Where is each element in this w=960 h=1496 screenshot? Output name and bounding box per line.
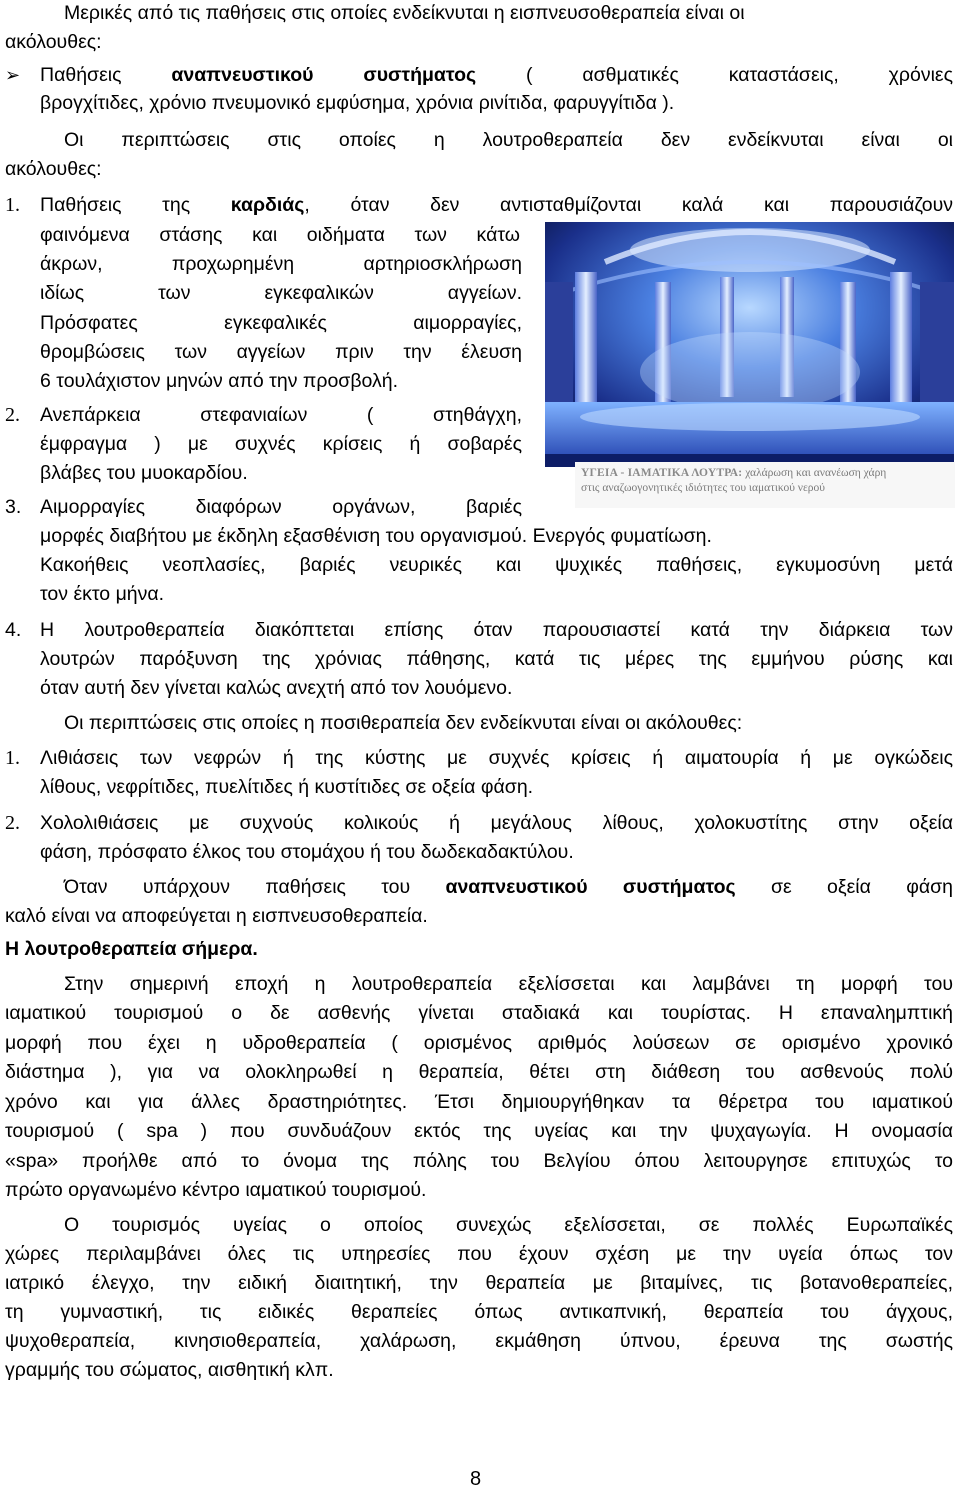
paragraph-line: ιαματικού τουρισμού ο δε ασθενής γίνεται σταδιακά και τουρίστας. Η επαναλημπτική	[5, 1002, 953, 1024]
text: ( ασθματικές καταστάσεις, χρόνιες	[476, 64, 954, 86]
list-number: 2.	[5, 404, 20, 426]
page-number: 8	[470, 1468, 482, 1490]
text: Παθήσεις	[40, 64, 172, 86]
list-number: 1.	[5, 194, 20, 216]
paragraph-line: «spa» προήλθε από το όνομα της πόλης του Βελγίου όπου λειτουργησε επιτυχώς το	[5, 1150, 953, 1172]
paragraph-line: τη γυμναστική, τις ειδικές θεραπείες όπως αντικαπνική, θεραπεία του άγχους,	[5, 1301, 953, 1323]
paragraph-line: Χολολιθιάσεις με συχνούς κολικούς ή μεγάλους λίθους, χολοκυστίτης στην οξεία	[40, 812, 953, 834]
paragraph-line: διάστημα ), για να ολοκληρωθεί η θεραπεία, θέτει στη διάθεση του ασθενούς πολύ	[5, 1061, 953, 1083]
paragraph-line: Η λουτροθεραπεία διακόπτεται επίσης όταν παρουσιαστεί κατά την διάρκεια των	[40, 619, 953, 641]
text: Όταν υπάρχουν παθήσεις του	[64, 876, 446, 898]
bullet-icon: ➢	[5, 65, 21, 85]
paragraph-line: Ο τουρισμός υγείας ο οποίος συνεχώς εξελίσσεται, σε πολλές Ευρωπαϊκές	[64, 1214, 953, 1236]
paragraph-line: ιατρικό έλεγχο, την ειδική διαιτητική, την θεραπεία με βιταμίνες, τις βοτανοθεραπείες,	[5, 1272, 953, 1294]
text: σε οξεία φάση	[735, 876, 954, 898]
paragraph-line	[64, 875, 953, 899]
paragraph-line: ιδίως των εγκεφαλικών αγγείων.	[40, 282, 522, 304]
paragraph-line	[40, 63, 953, 87]
paragraph-line: λουτρών παρόξυνση της χρόνιας πάθησης, κατά τις μέρες της εμμήνου ρύσης και	[40, 648, 953, 670]
paragraph-line	[40, 193, 953, 217]
paragraph-line: Αιμορραγίες διαφόρων οργάνων, βαριές	[40, 496, 522, 518]
paragraph-line: χρόνο και για άλλες δραστηριότητες. Έτσι δημιουργήθηκαν τα θέρετρα του ιαματικού	[5, 1091, 953, 1113]
paragraph-line: θρομβώσεις των αγγείων πριν την έλευση	[40, 341, 522, 363]
spa-photo	[545, 222, 954, 467]
text: , όταν δεν αντισταθμίζονται καλά και παρουσιάζουν	[304, 194, 953, 216]
caption-title: ΥΓΕΙΑ - ΙΑΜΑΤΙΚΑ ΛΟΥΤΡΑ:	[581, 467, 743, 479]
list-number: 2.	[5, 812, 20, 834]
section-heading: Η λουτροθεραπεία σήμερα.	[5, 938, 258, 960]
caption-text: στις αναζωογονητικές ιδιότητες του ιαματικού νερού	[581, 482, 825, 494]
paragraph-line: τουρισμού ( spa ) που συνδυάζουν εκτός της υγείας και την ψυχαγωγία. Η ονομασία	[5, 1120, 953, 1142]
paragraph-line: λίθους, νεφρίτιδες, πυελίτιδες ή κυστίτιδες σε οξεία φάση.	[40, 776, 534, 798]
bold-term: αναπνευστικού συστήματος	[445, 876, 736, 898]
paragraph-line: Λιθιάσεις των νεφρών ή της κύστης με συχνές κρίσεις ή αιματουρία ή με ογκώδεις	[40, 747, 953, 769]
paragraph-line: μορφές διαβήτου με έκδηλη εξασθένιση του οργανισμού. Ενεργός φυματίωση.	[40, 525, 712, 547]
paragraph-line: Ανεπάρκεια στεφανιαίων ( στηθάγχη,	[40, 404, 522, 426]
paragraph-line: Οι περιπτώσεις στις οποίες η ποσιθεραπεία δεν ενδείκνυται είναι οι ακόλουθες:	[64, 712, 743, 734]
text: Παθήσεις της	[40, 194, 231, 216]
paragraph-line: έμφραγμα ) με συχνές κρίσεις ή σοβαρές	[40, 433, 522, 455]
list-number: 4.	[5, 619, 22, 641]
paragraph-line: βρογχίτιδες, χρόνιο πνευμονικό εμφύσημα, χρόνια ρινίτιδα, φαρυγγίτιδα ).	[40, 92, 675, 114]
bold-term: αναπνευστικού συστήματος	[171, 64, 477, 86]
paragraph-line: γραμμής του σώματος, αισθητική κλπ.	[5, 1359, 334, 1381]
paragraph-line: ψυχοθεραπεία, κινησιοθεραπεία, χαλάρωση, εκμάθηση ύπνου, έρευνα της σωστής	[5, 1330, 953, 1352]
paragraph-line: βλάβες του μυοκαρδίου.	[40, 462, 248, 484]
paragraph-line: φαινόμενα στάσης και οιδήματα των κάτω	[40, 224, 520, 246]
paragraph-line: ακόλουθες:	[5, 158, 102, 180]
paragraph-line: Πρόσφατες εγκεφαλικές αιμορραγίες,	[40, 312, 522, 334]
list-number: 1.	[5, 747, 20, 769]
paragraph-line: 6 τουλάχιστον μηνών από την προσβολή.	[40, 370, 399, 392]
paragraph-line: καλό είναι να αποφεύγεται η εισπνευσοθεραπεία.	[5, 905, 428, 927]
paragraph-line: Οι περιπτώσεις στις οποίες η λουτροθεραπεία δεν ενδείκνυται είναι οι	[64, 129, 953, 151]
paragraph-line: χώρες περιλαμβάνει όλες τις υπηρεσίες που έχουν σχέση με την υγεία όπως τον	[5, 1243, 953, 1265]
paragraph-line: ακόλουθες:	[5, 31, 102, 53]
paragraph-line: πρώτο οργανωμένο κέντρο ιαματικού τουρισμού.	[5, 1179, 427, 1201]
paragraph-line: όταν αυτή δεν γίνεται καλώς ανεχτή από τον λουόμενο.	[40, 677, 513, 699]
paragraph-line: Μερικές από τις παθήσεις στις οποίες ενδείκνυται η εισπνευσοθεραπεία είναι οι	[64, 2, 745, 24]
paragraph-line: τον έκτο μήνα.	[40, 583, 165, 605]
paragraph-line: Κακοήθεις νεοπλασίες, βαριές νευρικές και ψυχικές παθήσεις, εγκυμοσύνη μετά	[40, 554, 953, 576]
paragraph-line: φάση, πρόσφατο έλκος του στομάχου ή του δωδεκαδακτύλου.	[40, 841, 574, 863]
paragraph-line: Στην σημερινή εποχή η λουτροθεραπεία εξελίσσεται και λαμβάνει τη μορφή του	[64, 973, 953, 995]
caption-text: χαλάρωση και ανανέωση χάρη	[742, 467, 887, 479]
photo-caption	[575, 462, 955, 508]
bold-term: καρδιάς	[230, 194, 305, 216]
paragraph-line: άκρων, προχωρημένη αρτηριοσκλήρωση	[40, 253, 522, 275]
spa-illustration	[545, 222, 954, 467]
paragraph-line: μορφή που έχει η υδροθεραπεία ( ορισμένος αριθμός λούσεων σε ορισμένο χρονικό	[5, 1032, 953, 1054]
list-number: 3.	[5, 496, 22, 518]
